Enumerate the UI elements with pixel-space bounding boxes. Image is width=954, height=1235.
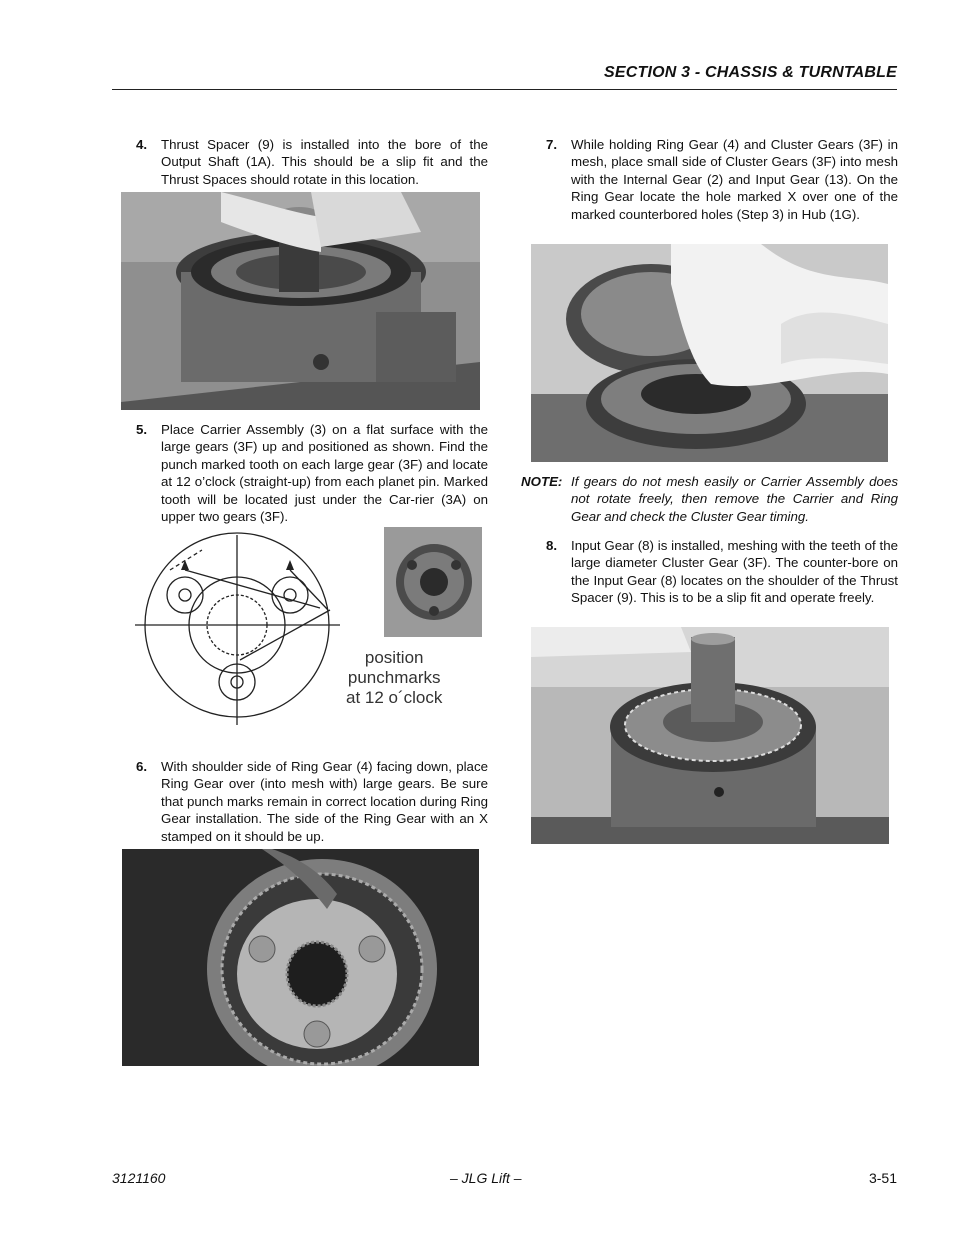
footer-center: – JLG Lift – [450,1170,522,1186]
diagram-callout [346,648,442,708]
callout-line: position [364,648,424,667]
step-text: While holding Ring Gear (4) and Cluster Gears (3F) in mesh, place small side of Cluster Gears (3F) into mesh with the Internal Gear (2) and Input Gear (13). On the Ring Gear locate the hole marked X over one of the marked counterbored holes (Step 3) in Hub (1G). [571,137,898,222]
note-label: NOTE: [521,474,563,489]
photo-carrier-top [384,527,482,637]
callout-line: punchmarks [347,668,441,687]
step-7 [546,136,898,223]
step-number: 7. [546,137,558,152]
photo-thrust-spacer [121,192,480,410]
callout-line: at 12 o´clock [346,688,443,707]
photo-input-gear [531,627,889,844]
step-8 [546,537,898,607]
step-5 [136,421,488,525]
step-4 [136,136,488,188]
photo-ring-gear [122,849,479,1066]
step-number: 5. [136,422,148,437]
step-text: Thrust Spacer (9) is installed into the bore of the Output Shaft (1A). This should be a slip fit and the Thrust Spaces should rotate in this location. [161,137,488,187]
section-title: SECTION 3 - CHASSIS & TURNTABLE [603,64,897,81]
step-text: Place Carrier Assembly (3) on a flat surface with the large gears (3F) up and positioned as shown. Find the punch marked tooth on each large gear (3F) and locate at 12 o’clock (straight-up) from each planet pin. Marked tooth will be located just under the Car-rier (3A) on upper two gears (3F). [161,422,488,525]
step-number: 6. [136,759,148,774]
step-number: 4. [136,137,148,152]
note-text: If gears do not mesh easily or Carrier Assembly does not rotate freely, then remove the Carrier and Ring Gear and check the Cluster Gear timing. [571,474,898,524]
footer-page-number: 3-51 [868,1170,897,1186]
step-text: With shoulder side of Ring Gear (4) facing down, place Ring Gear over (into mesh with) large gears. Be sure that punch marks remain in correct location during Ring Gear installation. The side of the Ring Gear with an X stamped on it should be up. [161,759,488,844]
footer-doc-number: 3121160 [112,1170,166,1186]
note-block [521,473,898,525]
photo-cluster-gears [531,244,888,462]
step-number: 8. [546,538,558,553]
step-text: Input Gear (8) is installed, meshing with the teeth of the large diameter Cluster Gear (3F). The counter-bore on the Input Gear (8) locates on the shoulder of the Thrust Spacer (9). This is to be a slip fit and operate freely. [571,538,898,606]
header-rule [112,89,897,90]
step-6 [136,758,488,845]
carrier-gear-diagram [130,530,370,730]
